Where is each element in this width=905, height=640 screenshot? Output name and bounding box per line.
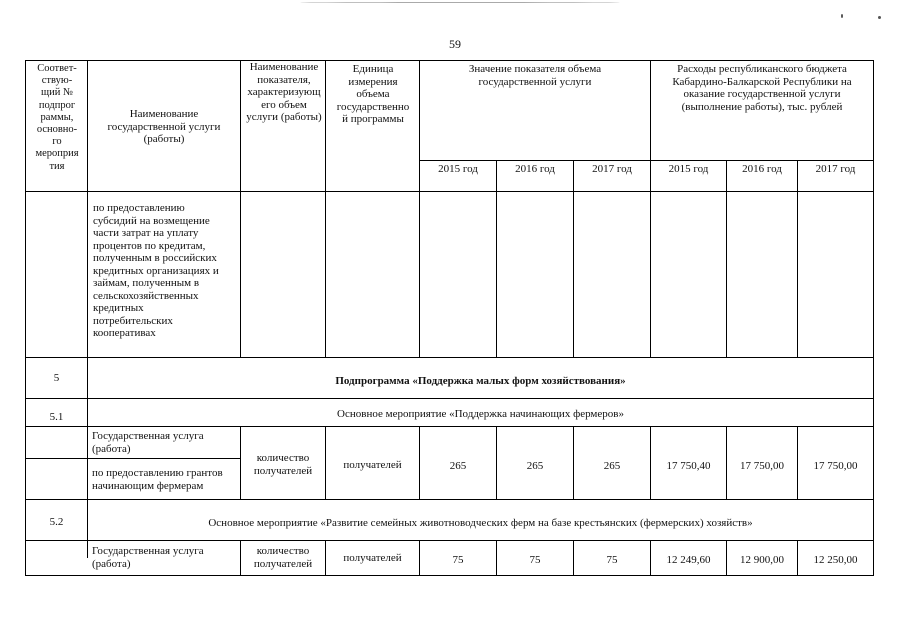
header-expense-group: Расходы республиканского бюджета Кабардино-Балкарской Республики на оказание государственной услуги (выполнение работы), тыс. рублей	[672, 63, 852, 113]
grid-line	[797, 160, 798, 358]
grid-line	[87, 60, 88, 558]
value-cell: 17 750,40	[666, 460, 711, 472]
scan-speck	[300, 2, 620, 3]
unit-name: получателей	[343, 552, 402, 564]
header-year: 2016 год	[515, 163, 555, 175]
header-year: 2015 год	[438, 163, 478, 175]
grid-line	[573, 160, 574, 358]
header-col-unit: Единица измерения объема государственно й программы	[336, 63, 410, 125]
page-number: 59	[449, 38, 461, 51]
scan-speck	[841, 14, 843, 18]
value-cell: 75	[452, 554, 464, 566]
grid-line	[25, 458, 240, 459]
header-volume-group: Значение показателя объема государственной услуги	[468, 63, 602, 88]
grid-line	[25, 60, 874, 61]
indicator-name: количество получателей	[253, 452, 313, 477]
value-cell: 265	[526, 460, 544, 472]
header-col-service: Наименование государственной услуги (работы)	[107, 108, 221, 145]
measure-title: Основное мероприятие «Поддержка начинающих фермеров»	[337, 408, 624, 420]
grid-line	[25, 60, 26, 576]
value-cell: 265	[603, 460, 621, 472]
header-year: 2016 год	[742, 163, 782, 175]
service-name: Государственная услуга (работа)	[92, 430, 204, 455]
header-year: 2017 год	[592, 163, 632, 175]
grid-line	[726, 160, 727, 358]
value-cell: 12 249,60	[666, 554, 711, 566]
value-cell: 12 900,00	[740, 554, 784, 566]
grid-line	[873, 60, 874, 576]
value-cell: 12 250,00	[813, 554, 858, 566]
grid-line	[25, 357, 874, 358]
service-name: Государственная услуга (работа)	[92, 545, 204, 570]
header-year: 2017 год	[815, 163, 856, 175]
value-cell: 17 750,00	[813, 460, 858, 472]
subprogram-title: Подпрограмма «Поддержка малых форм хозяйствования»	[335, 375, 626, 387]
scan-speck	[878, 16, 881, 19]
header-year: 2015 год	[668, 163, 709, 175]
grid-line	[25, 499, 874, 500]
service-name-detail: по предоставлению грантов начинающим фермерам	[92, 467, 223, 492]
value-cell: 75	[606, 554, 618, 566]
grid-line	[25, 540, 874, 541]
value-cell: 265	[449, 460, 467, 472]
subprogram-number: 5	[53, 372, 60, 384]
grid-line	[25, 426, 874, 427]
measure-title: Основное мероприятие «Развитие семейных животноводческих ферм на базе крестьянских (фермерских) хозяйств»	[208, 517, 753, 529]
value-cell: 75	[529, 554, 541, 566]
continuation-service-text: по предоставлению субсидий на возмещение части затрат на уплату процентов по кредитам, полученным в российских кредитных организациях и займам, полученным в сельскохозяйственных кредитных потребительских кооперативах	[93, 202, 219, 339]
grid-line	[419, 60, 420, 358]
unit-name: получателей	[343, 459, 402, 471]
header-col-indicator: Наименование показателя, характеризующ его объем услуги (работы)	[246, 61, 322, 123]
indicator-name: количество получателей	[253, 545, 313, 570]
header-col-number: Соответ- ствую- щий № подпрог раммы, основно- го мероприя тия	[35, 63, 79, 172]
grid-line	[25, 398, 874, 399]
grid-line	[25, 575, 874, 576]
grid-line	[419, 160, 874, 161]
grid-line	[650, 60, 651, 358]
measure-number: 5.2	[49, 516, 64, 528]
grid-line	[25, 191, 874, 192]
measure-number: 5.1	[49, 411, 64, 423]
grid-line	[496, 160, 497, 358]
value-cell: 17 750,00	[740, 460, 784, 472]
